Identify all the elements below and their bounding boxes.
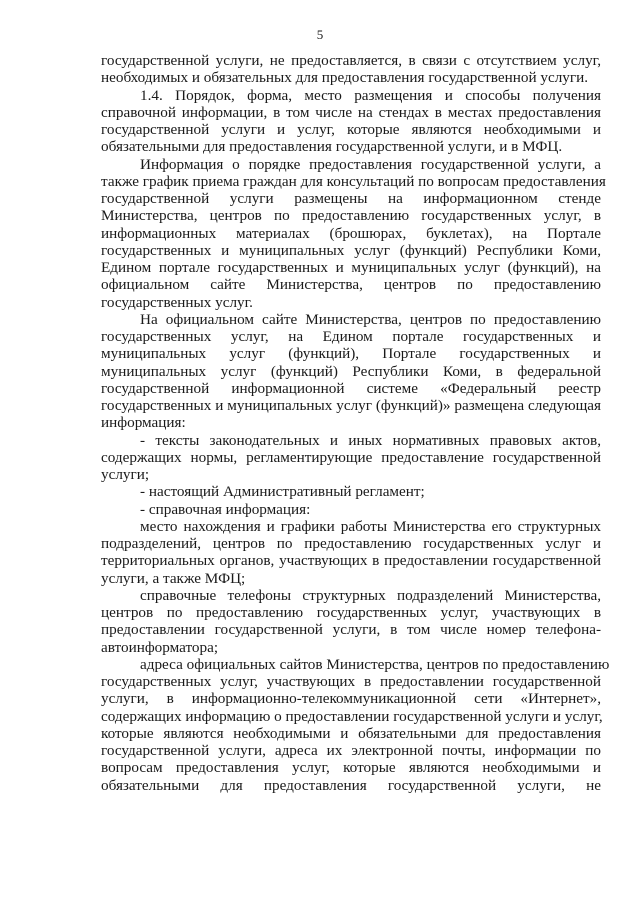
text-line: также график приема граждан для консультаций по вопросам предоставления: [101, 172, 606, 190]
text-line: Министерства, центров по предоставлению государственных услуг, в: [101, 207, 601, 225]
text-line: муниципальных услуг (функций) Республики Коми, в федеральной: [101, 362, 601, 380]
text-line: справочной информации, в том числе на стендах в местах предоставления: [101, 103, 601, 121]
text-line: Информация о порядке предоставления государственной услуги, а: [140, 155, 601, 173]
text-line: содержащих информацию о предоставлении государственной услуги и услуг,: [101, 707, 603, 725]
text-line: обязательными для предоставления государственной услуги, не: [101, 776, 601, 794]
text-line: вопросам предоставления услуг, которые являются необходимыми и: [101, 759, 601, 777]
text-line: государственных услуг.: [101, 293, 253, 311]
text-line: На официальном сайте Министерства, центров по предоставлению: [140, 310, 601, 328]
text-line: муниципальных услуг (функций), Портале государственных и: [101, 345, 601, 363]
text-line: обязательными для предоставления государственной услуги, и в МФЦ.: [101, 138, 563, 156]
text-line: государственной услуги, адреса их электронной почты, информации по: [101, 742, 601, 759]
text-line: справочные телефоны структурных подразделений Министерства,: [140, 586, 601, 604]
text-line: услуги;: [101, 466, 150, 483]
text-line: предоставлении государственной услуги, в том числе номер телефона-: [101, 621, 601, 639]
text-line: 1.4. Порядок, форма, место размещения и способы получения: [140, 86, 601, 104]
text-line: место нахождения и графики работы Министерства его структурных: [140, 517, 601, 535]
text-line: услуги, в информационно-телекоммуникационной сети «Интернет»,: [101, 690, 601, 708]
text-line: - справочная информация:: [140, 500, 311, 518]
text-line: официальном сайте Министерства, центров по предоставлению: [101, 276, 601, 294]
text-line: - настоящий Административный регламент;: [140, 483, 425, 501]
page-number: 5: [316, 27, 324, 42]
text-line: государственной услуги, не предоставляется, в связи с отсутствием услуг,: [101, 52, 601, 69]
text-line: информационных материалах (брошюрах, буклетах), на Портале: [101, 224, 601, 242]
text-line: содержащих нормы, регламентирующие предоставление государственной: [101, 448, 601, 466]
text-line: услуги, а также МФЦ;: [101, 569, 246, 587]
text-line: которые являются необходимыми и обязательными для предоставления: [101, 724, 601, 742]
body-text: [101, 52, 610, 794]
text-line: - тексты законодательных и иных нормативных правовых актов,: [140, 431, 601, 449]
text-line: государственной услуги и услуг, которые являются необходимыми и: [101, 121, 601, 138]
text-line: информация:: [101, 414, 186, 432]
text-line: территориальных органов, участвующих в предоставлении государственной: [101, 552, 601, 570]
text-line: государственных и муниципальных услуг (функций) Республики Коми,: [101, 241, 601, 259]
text-line: государственных услуг, участвующих в предоставлении государственной: [101, 673, 601, 690]
text-line: государственной услуги размещены на информационном стенде: [101, 190, 601, 207]
text-line: государственных и муниципальных услуг (функций)» размещена следующая: [101, 397, 601, 414]
text-line: необходимых и обязательных для предоставления государственной услуги.: [101, 69, 589, 87]
text-line: центров по предоставлению государственных услуг, участвующих в: [101, 604, 601, 621]
text-line: подразделений, центров по предоставлению государственных услуг и: [101, 535, 601, 552]
text-line: Едином портале государственных и муниципальных услуг (функций), на: [101, 259, 601, 276]
text-line: государственной информационной системе «Федеральный реестр: [101, 379, 601, 397]
text-line: адреса официальных сайтов Министерства, центров по предоставлению: [140, 655, 610, 673]
text-line: государственных услуг, на Едином портале государственных и: [101, 328, 601, 345]
text-line: автоинформатора;: [101, 638, 219, 656]
